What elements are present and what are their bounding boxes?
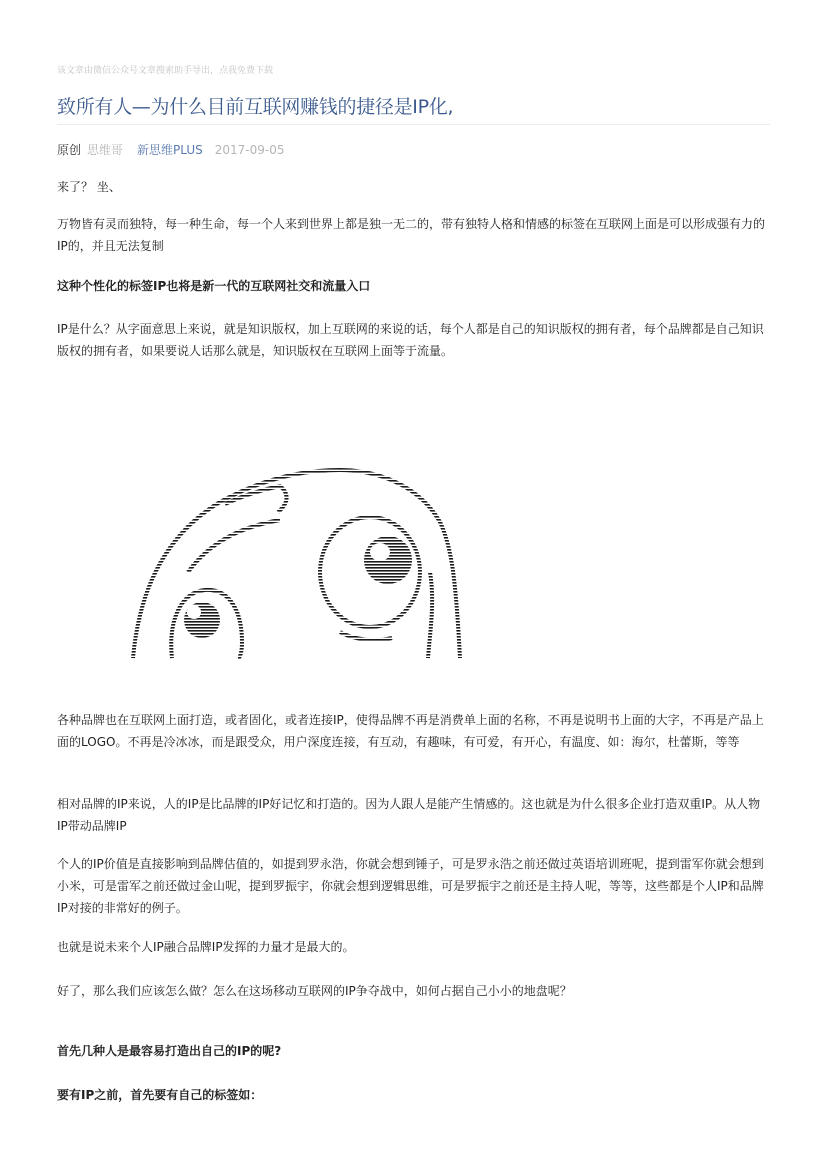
- paragraph: 万物皆有灵而独特，每一种生命，每一个人来到世界上都是独一无二的，带有独特人格和情感的标签在互联网上面是可以形成强有力的IP的，并且无法复制: [57, 217, 766, 253]
- article-meta: [57, 141, 285, 158]
- paragraph: 来了？ 坐、: [57, 180, 121, 194]
- paragraph: 相对品牌的IP来说，人的IP是比品牌的IP好记忆和打造的。因为人跟人是能产生情感的。这也就是为什么很多企业打造双重IP。从人物IP带动品牌IP: [57, 797, 761, 833]
- section-heading: 要有IP之前，首先要有自己的标签如：: [57, 1088, 263, 1102]
- paragraph: IP是什么？从字面意思上来说，就是知识版权，加上互联网的来说的话，每个人都是自己的知识版权的拥有者，每个品牌都是自己知识版权的拥有者，如果要说人话那么就是，知识版权在互联网上面等于流量。: [57, 322, 764, 358]
- title-divider: [57, 124, 770, 125]
- section-heading: 首先几种人是最容易打造出自己的IP的呢?: [57, 1044, 282, 1058]
- meme-face-illustration: [130, 462, 465, 660]
- export-notice[interactable]: 该文章由微信公众号文章搜索助手导出，点我免费下载: [57, 66, 274, 76]
- account-link[interactable]: 新思维PLUS: [137, 143, 203, 157]
- paragraph: 好了，那么我们应该怎么做？怎么在这场移动互联网的IP争夺战中，如何占据自己小小的地盘呢？: [57, 984, 572, 998]
- section-heading: 这种个性化的标签IP也将是新一代的互联网社交和流量入口: [57, 279, 371, 293]
- author-name: 思维哥: [87, 143, 124, 157]
- publish-date: 2017-09-05: [214, 143, 285, 157]
- paragraph: 各种品牌也在互联网上面打造，或者固化，或者连接IP，使得品牌不再是消费单上面的名称，不再是说明书上面的大字，不再是产品上面的LOGO。不再是冷冰冰，而是跟受众，用户深度连接，有互动，有趣味，有可爱，有开心，有温度、如：海尔，杜蕾斯，等等: [57, 713, 764, 749]
- paragraph: 个人的IP价值是直接影响到品牌估值的，如提到罗永浩，你就会想到锤子，可是罗永浩之前还做过英语培训班呢，提到雷军你就会想到小米，可是雷军之前还做过金山呢，提到罗振宇，你就会想到逻辑思维，可是罗振宇之前还是主持人呢，等等，这些都是个人IP和品牌IP对接的非常好的例子。: [57, 857, 764, 915]
- article-title: 致所有人—为什么目前互联网赚钱的捷径是IP化,: [57, 96, 454, 118]
- original-badge: 原创: [57, 143, 82, 157]
- paragraph: 也就是说未来个人IP融合品牌IP发挥的力量才是最大的。: [57, 940, 355, 954]
